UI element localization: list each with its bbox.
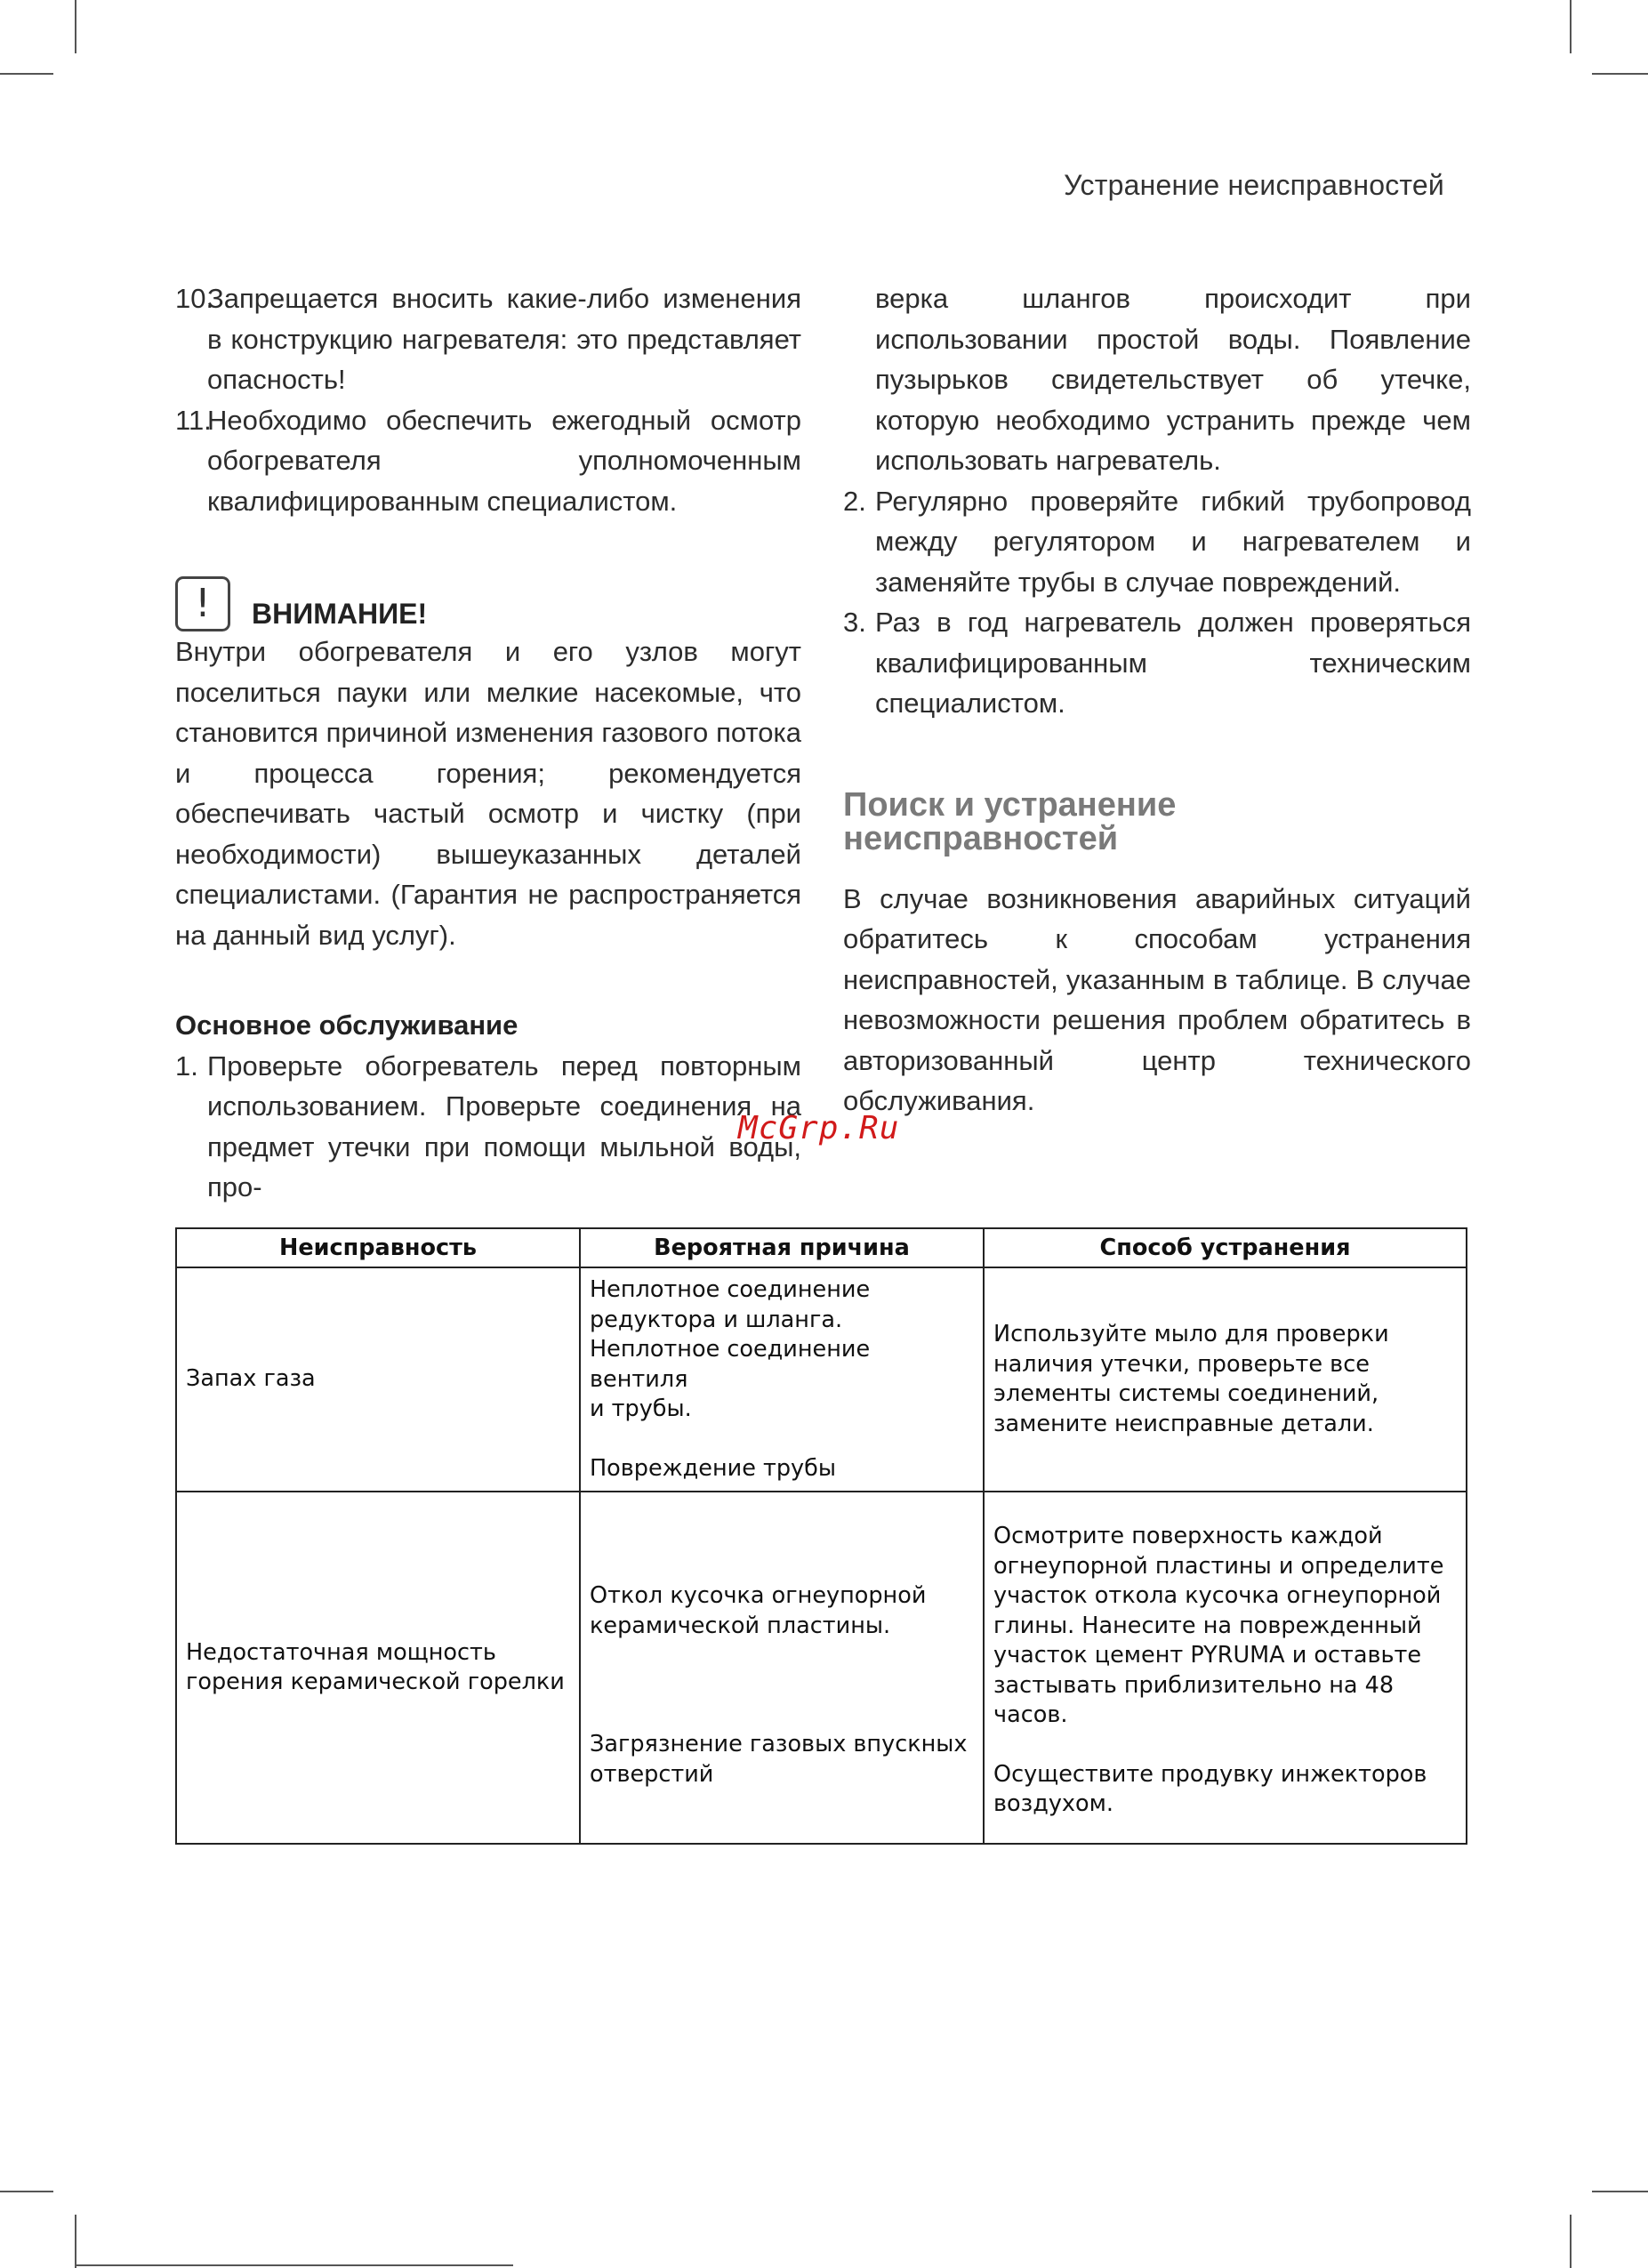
cell-line: керамической пластины. [590,1612,891,1639]
cell-line: Недостаточная мощность [186,1638,496,1666]
list-item-text: верка шлангов происходит при использовании простой воды. Появление пузырьков свидетельствует об утечке, которую необходимо устранить прежде чем использовать нагреватель. [875,283,1471,476]
list-item [175,1046,801,1208]
crop-mark [0,73,53,75]
section-text: В случае возникновения аварийных ситуаций обратитесь к способам устранения неисправностей, указанным в таблице. В случае невозможности решения проблем обратитесь в авторизованный центр технического обслуживания. [843,882,1471,1116]
list-item-text: Регулярно проверяйте гибкий трубопровод между регулятором и нагревателем и заменяйте трубы в случае повреждений. [875,485,1471,598]
crop-mark [1570,0,1572,53]
crop-mark [0,2191,53,2192]
cell-line: Осуществите продувку инжекторов [993,1760,1427,1788]
table-header-cause: Вероятная причина [580,1228,984,1267]
warning-header [175,575,801,631]
list-item [175,400,801,522]
right-column [843,278,1471,1122]
table-header-remedy: Способ устранения [984,1228,1467,1267]
list-item-number: 3. [843,607,866,638]
exclamation-box-icon: ! [175,576,230,631]
list-item-number: 10. [175,283,214,314]
troubleshooting-table [175,1227,1467,1845]
list-item-text: Раз в год нагреватель должен проверяться квалифицированным техническим специалистом. [875,607,1471,719]
list-item-text: Необходимо обеспечить ежегодный осмотр обогревателя уполномоченным квалифицированным специалистом. [207,404,801,517]
cell-line: наличия утечки, проверьте все [993,1350,1370,1378]
list-item-text: Запрещается вносить какие-либо изменения в конструкцию нагревателя: это представляет опасность! [207,283,801,395]
cell-gap [993,1731,1457,1760]
cell-line: Запах газа [186,1365,316,1393]
cell-line: застывать приблизительно на 48 часов. [993,1671,1395,1728]
cell-line: Откол кусочка огнеупорной [590,1582,927,1609]
crop-mark [1592,2191,1648,2192]
table-header-row [176,1228,1467,1267]
cell-gap [590,1641,974,1730]
section-heading-line: неисправностей [843,819,1119,857]
cell-line: огнеупорной пластины и определите [993,1552,1444,1580]
table-row [176,1492,1467,1844]
section-heading [843,785,1471,857]
cell-line: участок откола кусочка огнеупорной [993,1582,1442,1609]
table-cell-cause [580,1267,984,1492]
crop-mark [75,2215,76,2268]
table-cell-fault [176,1267,580,1492]
cell-line: элементы системы соединений, [993,1380,1379,1407]
table-cell-fault [176,1492,580,1844]
maintenance-heading: Основное обслуживание [175,1009,519,1041]
page-header-title: Устранение неисправностей [1064,169,1444,201]
warning-title: ВНИМАНИЕ! [252,598,428,630]
list-item-number: 11. [175,404,212,436]
cell-line: воздухом. [993,1790,1113,1817]
cell-line: Загрязнение газовых впускных [590,1731,968,1757]
cell-line: Повреждение трубы [590,1454,837,1482]
cell-line: участок цемент PYRUMA и оставьте [993,1642,1422,1669]
list-item-number: 2. [843,485,866,517]
crop-mark [1592,73,1648,75]
list-item-continuation [843,278,1471,481]
cell-line: Осмотрите поверхность каждой [993,1523,1383,1549]
watermark: McGrp.Ru [738,1110,900,1146]
cell-line: отверстий [590,1760,714,1788]
cell-line: Неплотное соединение вентиля [590,1336,871,1393]
crop-mark [75,0,76,53]
table-cell-cause [580,1492,984,1844]
cell-line: редуктора и шланга. [590,1306,843,1333]
list-item-text: Проверьте обогреватель перед повторным использованием. Проверьте соединения на предмет утечки при помощи мыльной воды, про- [207,1050,801,1202]
cell-line: замените неисправные детали. [993,1410,1374,1437]
list-item [175,278,801,400]
list-item [843,481,1471,603]
warning-text: Внутри обогревателя и его узлов могут поселиться пауки или мелкие насекомые, что становится причиной изменения газового потока и процесса горения; рекомендуется обеспечивать частый осмотр и чистку (при необходимости) вышеуказанных деталей специалистами. (Гарантия не распространяется на данный вид услуг). [175,636,801,951]
left-column [175,278,801,1208]
table-cell-remedy [984,1492,1467,1844]
cell-line: горения керамической горелки [186,1669,565,1695]
cell-line: глины. Нанесите на поврежденный [993,1612,1422,1639]
cell-line: Используйте мыло для проверки [993,1321,1389,1347]
crop-mark [1570,2215,1572,2268]
list-item [843,602,1471,724]
cell-gap [590,1425,974,1454]
cell-line: Неплотное соединение [590,1276,871,1303]
table-header-fault: Неисправность [176,1228,580,1267]
cell-line: и трубы. [590,1395,692,1422]
section-heading-line: Поиск и устранение [843,785,1177,824]
table-row [176,1267,1467,1492]
bottom-rule [75,2264,513,2266]
table-cell-remedy [984,1267,1467,1492]
list-item-number: 1. [175,1050,198,1082]
